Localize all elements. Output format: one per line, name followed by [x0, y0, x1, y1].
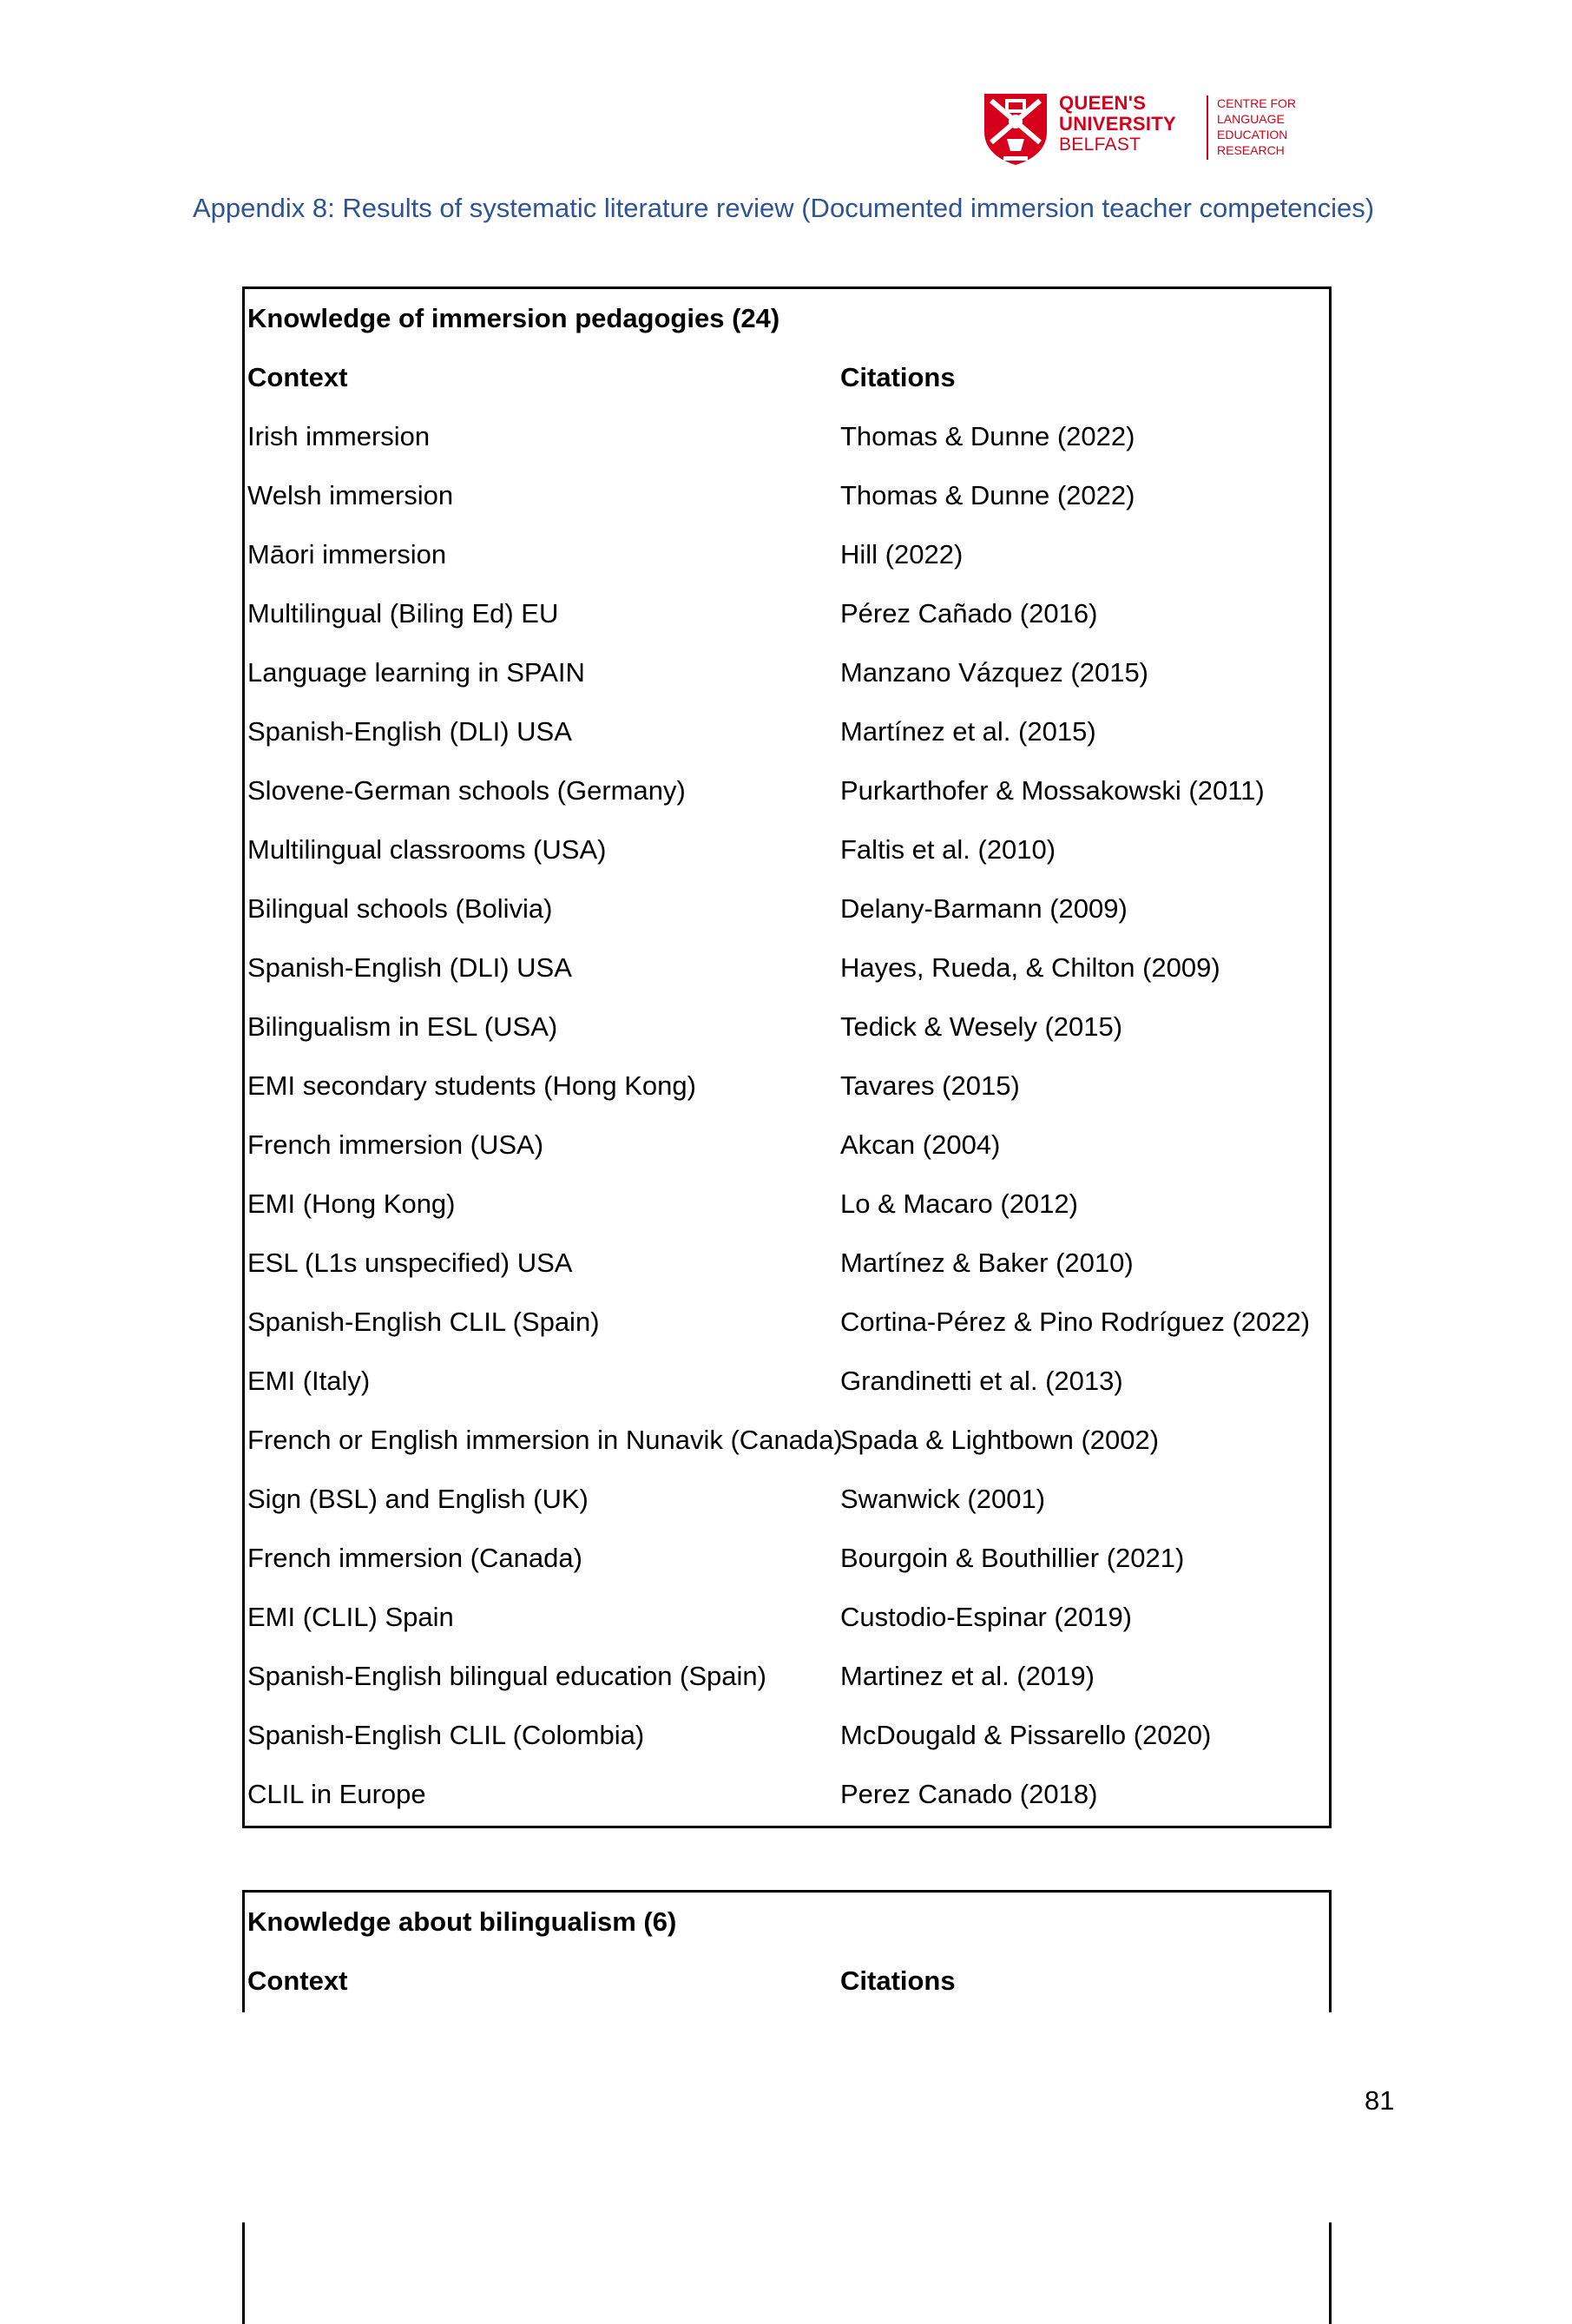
table-row — [245, 1116, 1329, 1175]
cell-citation: Tavares (2015) — [840, 1070, 1020, 1101]
page-number: 81 — [1365, 2085, 1395, 2116]
table-row — [245, 1765, 1329, 1824]
cell-citation: Delany-Barmann (2009) — [840, 893, 1128, 924]
cell-citation: Cortina-Pérez & Pino Rodríguez (2022) — [840, 1307, 1311, 1337]
table-row — [245, 702, 1329, 761]
cell-citation: Hill (2022) — [840, 539, 964, 569]
cell-context: EMI (CLIL) Spain — [247, 1602, 454, 1632]
university-logo — [983, 92, 1312, 167]
table-row — [245, 879, 1329, 938]
table-row — [245, 1352, 1329, 1411]
cell-citation: McDougald & Pissarello (2020) — [840, 1720, 1212, 1750]
table-row — [245, 761, 1329, 820]
centre-name-line-4: RESEARCH — [1217, 143, 1285, 157]
table-row — [245, 407, 1329, 466]
cell-context: Multilingual classrooms (USA) — [247, 834, 607, 865]
table-title: Knowledge about bilingualism (6) — [247, 1906, 677, 1937]
cell-citation: Manzano Vázquez (2015) — [840, 657, 1149, 688]
cell-citation: Grandinetti et al. (2013) — [840, 1366, 1123, 1396]
cell-citation: Perez Canado (2018) — [840, 1779, 1098, 1809]
table-body — [245, 407, 1329, 1824]
table-title: Knowledge of immersion pedagogies (24) — [247, 303, 780, 333]
cell-citation: Swanwick (2001) — [840, 1484, 1046, 1514]
logo-divider — [1207, 95, 1208, 160]
table-header-row — [245, 1952, 1329, 2011]
table-row — [245, 997, 1329, 1057]
table-row — [245, 1647, 1329, 1706]
cell-context: Spanish-English (DLI) USA — [247, 716, 572, 747]
table-row — [245, 643, 1329, 702]
cell-citation: Martínez et al. (2015) — [840, 716, 1096, 747]
cell-context: Slovene-German schools (Germany) — [247, 775, 686, 806]
table-row — [245, 584, 1329, 643]
cell-citation: Thomas & Dunne (2022) — [840, 421, 1135, 451]
cell-context: Spanish-English bilingual education (Spain) — [247, 1661, 766, 1691]
column-header-context: Context — [247, 362, 348, 392]
table-row — [245, 1234, 1329, 1293]
cell-citation: Custodio-Espinar (2019) — [840, 1602, 1133, 1632]
cell-context: Bilingual schools (Bolivia) — [247, 893, 553, 924]
centre-name — [1217, 95, 1312, 158]
cell-context: EMI secondary students (Hong Kong) — [247, 1070, 696, 1101]
cell-citation: Pérez Cañado (2016) — [840, 598, 1098, 629]
cell-citation: Thomas & Dunne (2022) — [840, 480, 1135, 510]
cell-context: Spanish-English CLIL (Colombia) — [247, 1720, 645, 1750]
university-name-line-3: BELFAST — [1059, 135, 1141, 155]
table-row — [245, 938, 1329, 997]
table-row — [245, 1529, 1329, 1588]
cell-citation: Martínez & Baker (2010) — [840, 1248, 1134, 1278]
cell-context: French immersion (Canada) — [247, 1543, 582, 1573]
centre-name-line-3: EDUCATION — [1217, 128, 1288, 142]
cell-context: Spanish-English (DLI) USA — [247, 952, 572, 983]
cell-citation: Akcan (2004) — [840, 1129, 1001, 1160]
cell-context: ESL (L1s unspecified) USA — [247, 1248, 573, 1278]
cell-context: Bilingualism in ESL (USA) — [247, 1011, 558, 1042]
table-row — [245, 1470, 1329, 1529]
cell-context: Welsh immersion — [247, 480, 454, 510]
cell-citation: Bourgoin & Bouthillier (2021) — [840, 1543, 1185, 1573]
table-header-row — [245, 348, 1329, 407]
cell-context: EMI (Hong Kong) — [247, 1188, 456, 1219]
cell-citation: Faltis et al. (2010) — [840, 834, 1056, 865]
cell-citation: Lo & Macaro (2012) — [840, 1188, 1078, 1219]
cell-citation: Spada & Lightbown (2002) — [840, 1425, 1160, 1455]
table-immersion-pedagogies — [242, 286, 1332, 1828]
centre-name-line-2: LANGUAGE — [1217, 112, 1285, 126]
cell-context: French or English immersion in Nunavik (Canada) — [247, 1425, 843, 1455]
university-name — [1059, 94, 1198, 156]
cell-citation: Tedick & Wesely (2015) — [840, 1011, 1123, 1042]
table-row — [245, 1588, 1329, 1647]
page-crop-mask — [0, 2012, 1572, 2222]
university-name-line-2: UNIVERSITY — [1059, 113, 1177, 135]
column-header-context: Context — [247, 1965, 348, 1996]
centre-name-line-1: CENTRE FOR — [1217, 96, 1296, 110]
cell-context: Māori immersion — [247, 539, 447, 569]
cell-context: Spanish-English CLIL (Spain) — [247, 1307, 600, 1337]
table-row — [245, 1175, 1329, 1234]
table-title-row — [245, 1893, 1329, 1952]
table-row — [245, 466, 1329, 525]
cell-context: Language learning in SPAIN — [247, 657, 585, 688]
cell-citation: Purkarthofer & Mossakowski (2011) — [840, 775, 1265, 806]
university-name-line-1: QUEEN'S — [1059, 92, 1147, 114]
cell-context: French immersion (USA) — [247, 1129, 544, 1160]
table-row — [245, 1057, 1329, 1116]
table-row — [245, 1293, 1329, 1352]
table-row — [245, 820, 1329, 879]
university-crest-icon — [983, 92, 1049, 167]
cell-context: Irish immersion — [247, 421, 431, 451]
table-title-row — [245, 289, 1329, 348]
table-row — [245, 1706, 1329, 1765]
cell-context: Multilingual (Biling Ed) EU — [247, 598, 559, 629]
cell-context: Sign (BSL) and English (UK) — [247, 1484, 589, 1514]
column-header-citations: Citations — [840, 1965, 956, 1996]
cell-context: EMI (Italy) — [247, 1366, 371, 1396]
appendix-heading: Appendix 8: Results of systematic literature review (Documented immersion teacher competencies) — [193, 193, 1375, 223]
cell-context: CLIL in Europe — [247, 1779, 426, 1809]
table-row — [245, 1411, 1329, 1470]
column-header-citations: Citations — [840, 362, 956, 392]
cell-citation: Martinez et al. (2019) — [840, 1661, 1095, 1691]
cell-citation: Hayes, Rueda, & Chilton (2009) — [840, 952, 1220, 983]
table-row — [245, 525, 1329, 584]
